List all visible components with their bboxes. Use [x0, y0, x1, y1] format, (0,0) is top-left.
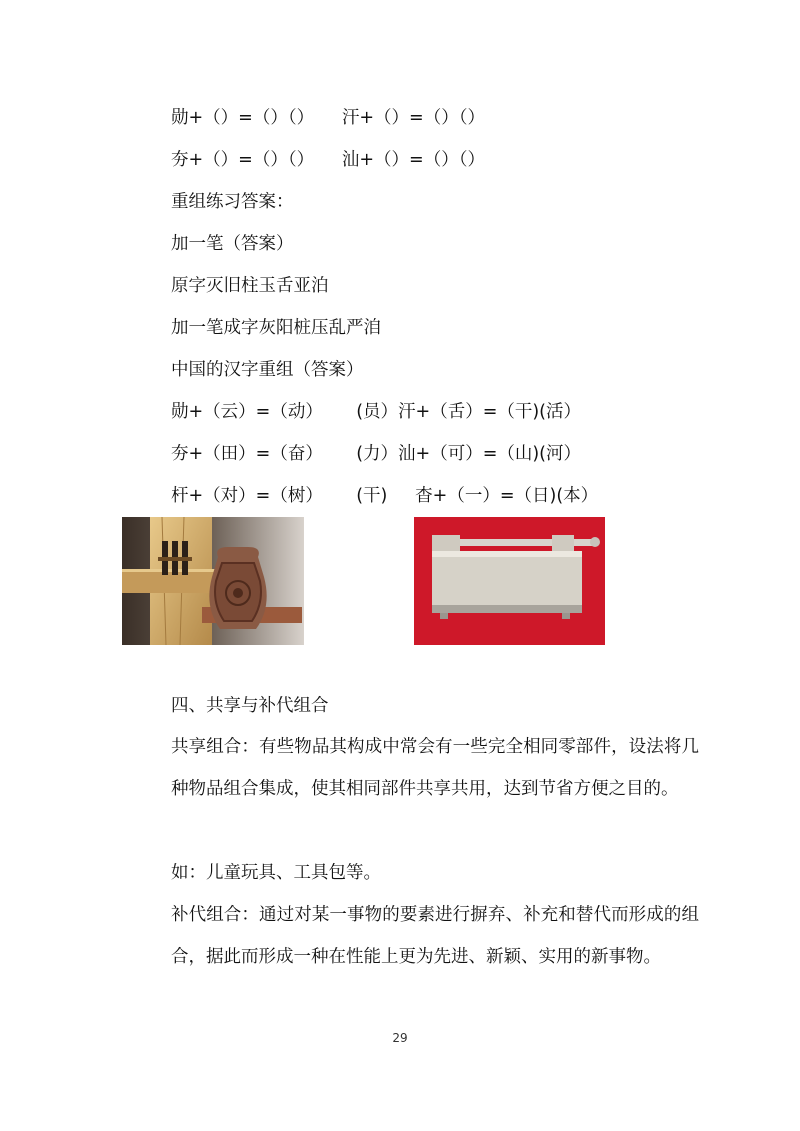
- substitution-combination-paragraph: 补代组合：通过对某一事物的要素进行摒弃、补充和替代而形成的组合，据此而形成一种在性能上更为先进、新颖、实用的新事物。: [171, 905, 699, 967]
- recombine-heading: 中国的汉字重组（答案）: [171, 360, 364, 380]
- page-number: 29: [392, 1031, 408, 1045]
- answer-line-2: 夯+（田）=（奋） (力）汕+（可）=（山)(河）: [171, 444, 582, 464]
- shared-combination-paragraph: 共享组合：有些物品其构成中常会有一些完全相同零部件，设法将几种物品组合集成，使其相同部件共享共用，达到节省方便之目的。: [171, 737, 699, 799]
- section-title: 四、共享与补代组合: [171, 696, 329, 716]
- answer-line-1: 勋+（云）=（动） (员）汗+（舌）=（干)(活）: [171, 402, 582, 422]
- wooden-lock-photo: [122, 517, 304, 645]
- exercise-line-2: 夯+（）=（）（） 汕+（）=（）（）: [171, 150, 485, 170]
- answer-heading: 重组练习答案：: [171, 192, 294, 212]
- original-chars-line: 原字灭旧柱玉舌亚泊: [171, 276, 329, 296]
- metal-padlock-photo: [414, 517, 605, 645]
- answer-line-3: 杆+（对）=（树） (干) 杳+（一）=（日)(本）: [171, 486, 599, 506]
- exercise-line-1: 勋+（）=（）（） 汗+（）=（）（）: [171, 108, 485, 128]
- new-chars-line: 加一笔成字灰阳桩压乱严洎: [171, 318, 381, 338]
- add-stroke-heading: 加一笔（答案）: [171, 234, 294, 254]
- example-paragraph: 如：儿童玩具、工具包等。: [171, 863, 381, 883]
